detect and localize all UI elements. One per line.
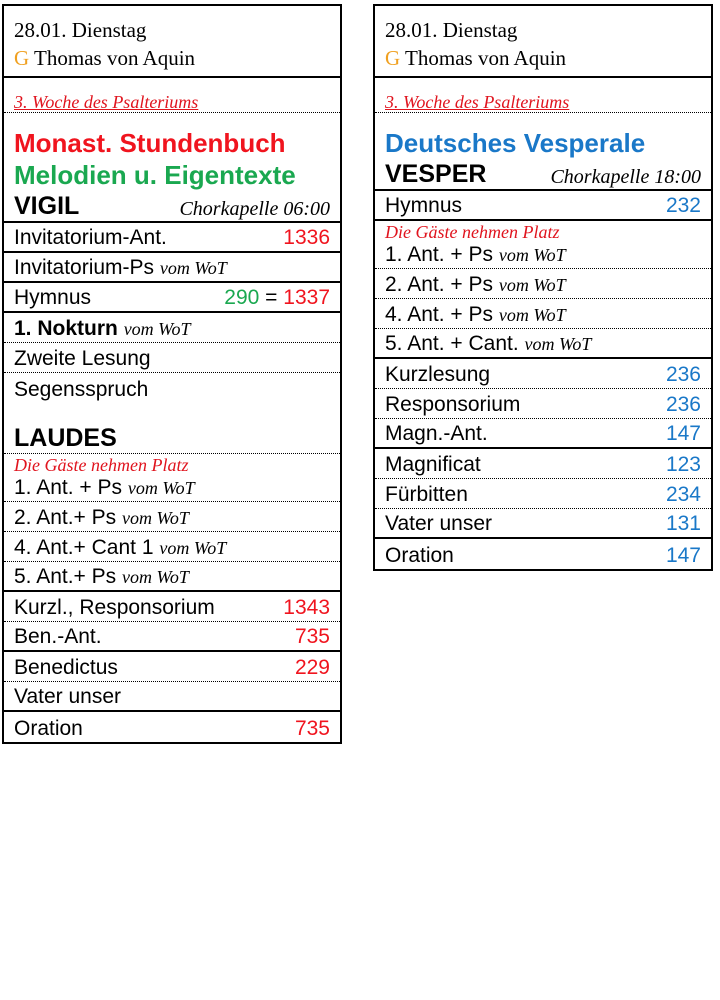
row-page: 147 <box>665 544 701 567</box>
left-book2: Melodien u. Eigentexte <box>14 160 296 190</box>
left-body <box>2 76 342 744</box>
row-page-b: 1337 <box>283 286 330 309</box>
row-label: 4. Ant. + Ps <box>385 303 493 326</box>
laudes-row <box>4 532 340 562</box>
row-label: Fürbitten <box>385 483 468 506</box>
row-label: Ben.-Ant. <box>14 625 102 648</box>
laudes-row <box>4 476 340 502</box>
row-label: 2. Ant. + Ps <box>385 273 493 296</box>
left-book1: Monast. Stundenbuch <box>14 128 286 158</box>
vesper-row <box>375 269 711 299</box>
vesper-row <box>375 389 711 419</box>
right-book: Deutsches Vesperale <box>385 128 646 158</box>
row-page: 1343 <box>283 596 330 619</box>
laudes-row <box>4 682 340 712</box>
row-note: vom WoT <box>159 258 227 278</box>
left-header <box>2 4 342 76</box>
row-note: vom WoT <box>524 334 592 354</box>
row-page: 236 <box>665 363 701 386</box>
row-note: vom WoT <box>498 275 566 295</box>
right-guests: Die Gäste nehmen Platz <box>385 222 560 242</box>
vesper-row <box>375 243 711 269</box>
laudes-row <box>4 592 340 622</box>
right-date: 28.01. Dienstag <box>385 18 518 42</box>
row-label: Magn.-Ant. <box>385 422 488 445</box>
vigil-title: VIGIL <box>14 192 80 220</box>
row-label: Kurzl., Responsorium <box>14 596 215 619</box>
left-date: 28.01. Dienstag <box>14 18 147 42</box>
vigil-row <box>4 253 340 283</box>
vesper-row <box>375 479 711 509</box>
left-feast <box>14 44 330 72</box>
left-schedule <box>2 4 342 744</box>
row-label: 2. Ant.+ Ps <box>14 506 117 529</box>
laudes-row <box>4 502 340 532</box>
right-header <box>373 4 713 76</box>
row-label: Vater unser <box>385 512 492 535</box>
vesper-place: Chorkapelle 18:00 <box>550 166 701 188</box>
left-week: 3. Woche des Psalteriums <box>4 78 340 113</box>
row-label: 1. Ant. + Ps <box>14 476 122 499</box>
row-label: Zweite Lesung <box>14 347 151 370</box>
row-page: 232 <box>665 194 701 217</box>
vesper-row <box>375 299 711 329</box>
row-page: 123 <box>665 453 701 476</box>
row-page: 131 <box>665 512 701 535</box>
vigil-row <box>4 313 340 343</box>
row-page: 147 <box>665 422 701 445</box>
vesper-row <box>375 359 711 389</box>
row-note: vom WoT <box>159 538 227 558</box>
left-guests: Die Gäste nehmen Platz <box>14 455 189 475</box>
row-label: Invitatorium-Ps <box>14 256 155 279</box>
row-label: Hymnus <box>385 194 463 217</box>
row-label: 1. Nokturn <box>14 317 118 340</box>
row-label: Kurzlesung <box>385 363 491 386</box>
laudes-row <box>4 562 340 592</box>
right-feast-name: Thomas von Aquin <box>405 46 567 70</box>
row-page: 236 <box>665 393 701 416</box>
vigil-heading <box>4 191 340 223</box>
row-label: Segensspruch <box>14 378 149 401</box>
row-label: Vater unser <box>14 685 121 708</box>
vigil-place: Chorkapelle 06:00 <box>179 198 330 220</box>
row-note: vom WoT <box>123 319 191 339</box>
row-label: 5. Ant. + Cant. <box>385 332 519 355</box>
laudes-row <box>4 652 340 682</box>
vigil-row <box>4 283 340 313</box>
vesper-row <box>375 419 711 449</box>
row-page: 229 <box>294 656 330 679</box>
row-eq: = <box>265 286 278 309</box>
row-note: vom WoT <box>498 305 566 325</box>
right-body <box>373 76 713 571</box>
row-page: 735 <box>294 625 330 648</box>
row-label: Invitatorium-Ant. <box>14 226 167 249</box>
row-label: Benedictus <box>14 656 118 679</box>
row-page: 234 <box>665 483 701 506</box>
right-week: 3. Woche des Psalteriums <box>375 78 711 113</box>
vesper-row <box>375 539 711 569</box>
vigil-row <box>4 373 340 403</box>
vesper-heading <box>375 159 711 191</box>
row-note: vom WoT <box>127 478 195 498</box>
row-label: Responsorium <box>385 393 521 416</box>
row-note: vom WoT <box>498 245 566 265</box>
row-label: Magnificat <box>385 453 481 476</box>
right-feast <box>385 44 701 72</box>
left-feast-rank: G <box>14 46 30 70</box>
right-schedule <box>373 4 713 571</box>
left-feast-name: Thomas von Aquin <box>34 46 196 70</box>
row-label: Hymnus <box>14 286 92 309</box>
row-page: 1336 <box>283 226 330 249</box>
row-note: vom WoT <box>122 567 189 587</box>
vigil-row <box>4 223 340 253</box>
vesper-row <box>375 449 711 479</box>
row-note: vom WoT <box>122 508 189 528</box>
right-feast-rank: G <box>385 46 401 70</box>
laudes-row <box>4 622 340 652</box>
vesper-title: VESPER <box>385 160 487 188</box>
row-label: Oration <box>14 717 83 740</box>
row-label: 1. Ant. + Ps <box>385 243 493 266</box>
vesper-row <box>375 329 711 359</box>
vesper-row <box>375 509 711 539</box>
row-label: 5. Ant.+ Ps <box>14 565 117 588</box>
row-label: 4. Ant.+ Cant 1 <box>14 536 154 559</box>
laudes-row <box>4 712 340 742</box>
row-page-a: 290 <box>224 286 260 309</box>
laudes-title: LAUDES <box>4 423 340 454</box>
row-label: Oration <box>385 544 454 567</box>
vigil-row <box>4 343 340 373</box>
row-page: 735 <box>294 717 330 740</box>
vesper-row <box>375 191 711 221</box>
